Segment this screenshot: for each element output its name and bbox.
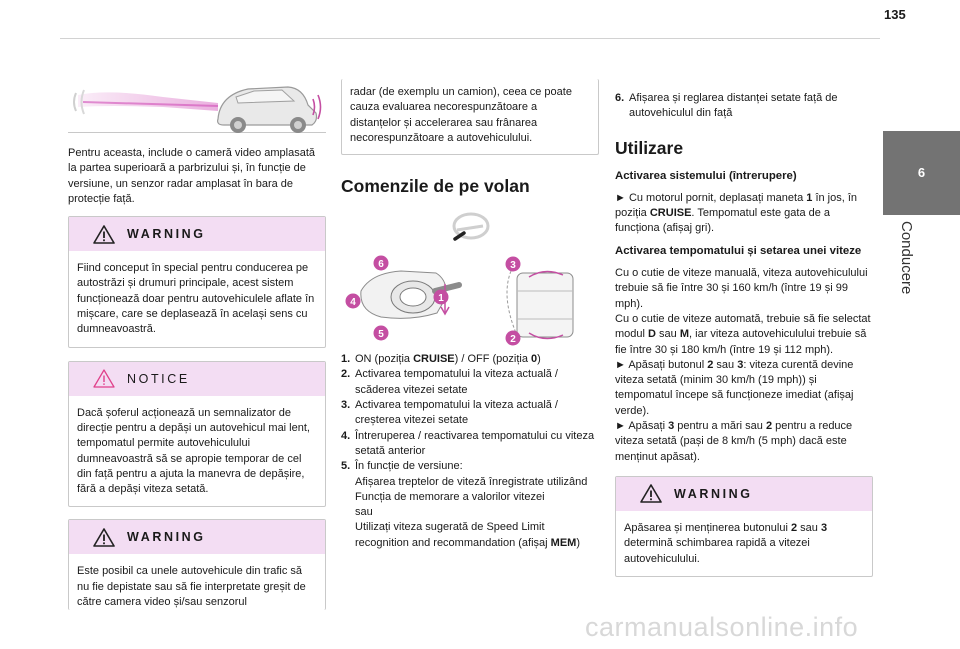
- callout-2-label: 2: [510, 334, 516, 346]
- callout-3-label: 3: [510, 260, 516, 272]
- warning-box-3-text: Apăsarea și menținerea butonului 2 sau 3 determină schimbarea rapidă a vitezei autovehiculului.: [624, 521, 828, 565]
- column-1: [68, 75, 326, 610]
- list-item: [341, 398, 599, 429]
- controls-list: [341, 352, 599, 551]
- warning-box-3-header: [616, 477, 872, 511]
- list-item-number: 2.: [341, 368, 351, 381]
- paragraph-press-button: ► Apăsați butonul 2 sau 3: viteza curentă devine viteza setată (minim 30 km/h (19 mph)) și tempomatul începe să funcționeze imediat (afișaj verde).: [615, 358, 854, 417]
- chapter-tab[interactable]: 6: [883, 131, 960, 215]
- list-item-number: 4.: [341, 429, 351, 442]
- warning-box-2-header: [69, 520, 325, 554]
- warning-triangle-icon: [93, 225, 115, 244]
- warning-box-1-title: WARNING: [127, 227, 206, 242]
- paragraph-automatic-gearbox: Cu o cutie de viteze automată, trebuie să fie selectat modul D sau M, iar viteza autovehiculului trebuie să fie între 30 și 180 km/h (între 19 și 112 mph).: [615, 312, 871, 356]
- list-item-number: 5.: [341, 460, 351, 473]
- warning-box-continued-text: radar (de exemplu un camion), ceea ce poate cauza evaluarea necorespunzătoare a distanțelor și accelerarea sau frânarea necorespunzătoare a autovehiculului.: [350, 86, 572, 144]
- notice-box-title: NOTICE: [127, 371, 190, 386]
- callout-2: [506, 331, 521, 346]
- warning-triangle-icon: [640, 484, 662, 503]
- list-item-text: Activarea tempomatului la viteza actuală / creșterea vitezei setate: [355, 399, 558, 427]
- subheading-set-speed: Activarea tempomatului și setarea unei viteze: [615, 244, 862, 257]
- list-item-text: ): [537, 353, 541, 366]
- list-item-bold: MEM: [550, 536, 577, 549]
- steering-wheel-icon: [451, 211, 491, 245]
- list-item-number: 1.: [341, 353, 351, 366]
- callout-6-label: 6: [378, 259, 384, 271]
- warning-box-2: [68, 519, 326, 610]
- list-item-bold: CRUISE: [413, 353, 455, 366]
- notice-box-header: [69, 362, 325, 396]
- callout-4: [346, 294, 361, 309]
- notice-triangle-icon: [93, 369, 115, 388]
- list-item: [341, 459, 599, 551]
- warning-triangle-icon: [93, 528, 115, 547]
- warning-box-1-text: Fiind conceput în special pentru conducerea pe autostrăzi și drumuri principale, acest sistem funcționează doar pentru autovehiculele aflate în mișcare, care se deplasează în același sens cu dumneavoastră.: [77, 262, 315, 336]
- list-item-text: Utilizați viteza sugerată de Speed Limit recognition and recommandation (afișaj: [355, 521, 551, 549]
- notice-box-text: Dacă șoferul acționează un semnalizator de direcție pentru a depăși un autovehicul mai lent, tempomatul permite autovehiculului dumneavoastră să se apropie temporar de cel din față pentru a ajuta la manevra de depășire, fără a depăși viteza setată.: [77, 406, 310, 496]
- car-radar-illustration: [68, 75, 326, 135]
- callout-6: [374, 256, 389, 271]
- list-item-text: sau: [355, 506, 373, 519]
- callout-5-label: 5: [378, 329, 384, 341]
- list-item-text: Întreruperea / reactivarea tempomatului cu viteza setată anterior: [355, 429, 595, 457]
- list-item-text: ) / OFF (poziția: [454, 353, 532, 366]
- column-2: [341, 79, 599, 551]
- warning-box-3: [615, 476, 873, 577]
- list-item-text: ): [576, 536, 581, 549]
- controls-list-continued: [615, 91, 873, 122]
- list-item-text: ON (poziția: [355, 353, 414, 366]
- list-item-number: 6.: [615, 92, 625, 104]
- page-number: 135: [884, 7, 906, 22]
- paragraph-adjust-speed: ► Apăsați 3 pentru a mări sau 2 pentru a reduce viteza setată (pași de 8 km/h (5 mph) dacă este menținut apăsat).: [615, 420, 853, 463]
- list-item: [341, 352, 599, 367]
- callout-1-label: 1: [438, 293, 444, 305]
- warning-box-1: [68, 216, 326, 347]
- list-item: [615, 91, 873, 122]
- callout-3: [506, 257, 521, 272]
- warning-box-3-title: WARNING: [674, 486, 753, 501]
- chapter-label: Conducere: [898, 221, 915, 295]
- list-item-text: Afișarea și reglarea distanței setate față de autovehiculul din față: [629, 92, 838, 120]
- list-item: [341, 429, 599, 460]
- steering-stalk-side-view: [507, 271, 573, 339]
- warning-box-1-header: [69, 217, 325, 251]
- list-item-number: 3.: [341, 399, 351, 412]
- callout-5: [374, 326, 389, 341]
- cruise-control-stalk-diagram: [341, 251, 599, 347]
- watermark: carmanualsonline.info: [585, 612, 859, 642]
- top-rule: [60, 38, 880, 39]
- list-item-text: Afișarea treptelor de viteză înregistrate utilizând Funcția de memorare a valorilor vitezei: [355, 475, 588, 503]
- list-item: [341, 367, 599, 398]
- list-item-bold: 0: [531, 353, 538, 366]
- warning-box-2-title: WARNING: [127, 530, 206, 545]
- callout-4-label: 4: [350, 297, 356, 309]
- subheading-activation: Activarea sistemului (întrerupere): [615, 169, 797, 182]
- paragraph-activation: ► Cu motorul pornit, deplasați maneta 1 în jos, în poziția CRUISE. Tempomatul este gata de a funcționa (afișaj gri).: [615, 191, 858, 235]
- callout-1: [434, 290, 449, 305]
- list-item-text: Activarea tempomatului la viteza actuală / scăderea vitezei setate: [355, 368, 558, 396]
- intro-text: Pentru aceasta, include o cameră video amplasată la partea superioară a parbrizului și, în funcție de versiune, un senzor radar amplasat în bara de protecție față.: [68, 147, 316, 205]
- column-3: [615, 91, 873, 577]
- list-item-text: În funcție de versiune:: [355, 460, 463, 473]
- section-heading-usage: Utilizare: [615, 137, 684, 158]
- warning-box-2-text: Este posibil ca unele autovehicule din trafic să nu fie depistate sau să fie interpretate greșit de către camera video și/sau senzorul: [77, 565, 306, 609]
- notice-box: [68, 361, 326, 508]
- section-heading-steering-controls: Comenzile de pe volan: [341, 176, 530, 197]
- paragraph-manual-gearbox: Cu o cutie de viteze manuală, viteza autovehiculului trebuie să fie între 30 și 160 km/h (între 19 și 99 mph).: [615, 267, 868, 310]
- warning-box-continued: [341, 79, 599, 155]
